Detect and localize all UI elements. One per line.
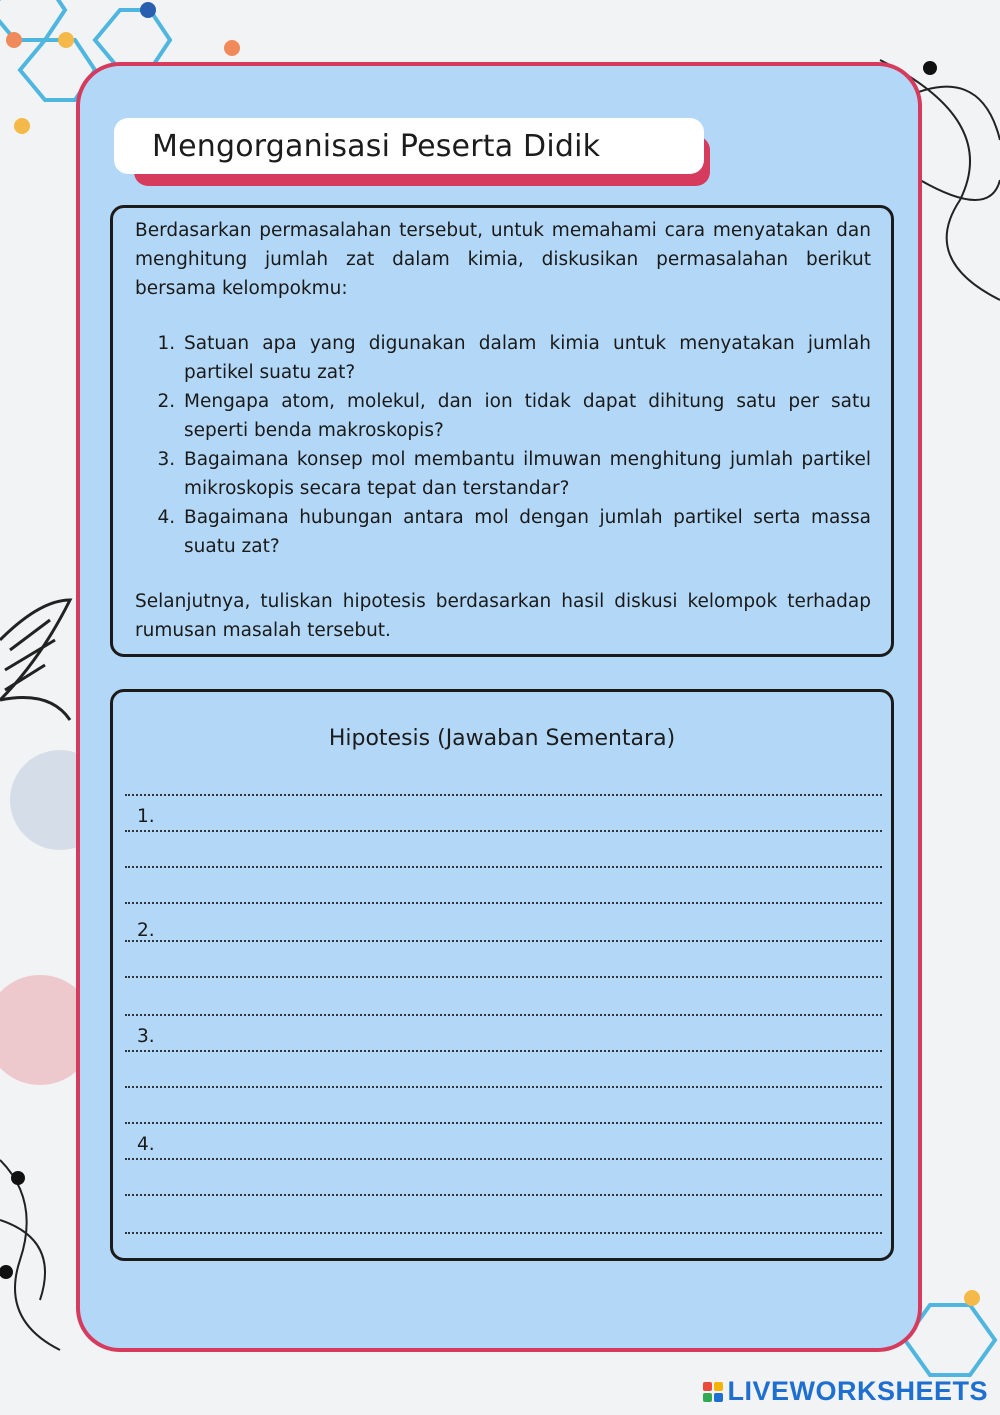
answer-line[interactable] [125, 1014, 882, 1016]
answer-line[interactable] [125, 1158, 882, 1160]
hypothesis-box [110, 689, 894, 1261]
answer-line[interactable] [125, 1050, 882, 1052]
logo-square [703, 1393, 712, 1402]
answer-line[interactable] [125, 830, 882, 832]
answer-number-1: 1. [137, 806, 155, 827]
answer-line[interactable] [125, 1122, 882, 1124]
answer-line[interactable] [125, 1232, 882, 1234]
answer-line[interactable] [125, 866, 882, 868]
answer-number-4: 4. [137, 1134, 155, 1155]
brand-text: LIVEWORKSHEETS [727, 1376, 988, 1406]
question-item: 3. Bagaimana konsep mol membantu ilmuwan menghitung jumlah partikel mikroskopis secara tepat dan terstandar? [181, 445, 871, 503]
hypothesis-title: Hipotesis (Jawaban Sementara) [328, 726, 676, 751]
answer-number-2: 2. [137, 920, 155, 941]
question-item: 1. Satuan apa yang digunakan dalam kimia untuk menyatakan jumlah partikel suatu zat? [181, 329, 871, 387]
question-list [135, 329, 871, 561]
answer-line[interactable] [125, 902, 882, 904]
liveworksheets-logo-icon [703, 1382, 723, 1402]
question-item: 4. Bagaimana hubungan antara mol dengan jumlah partikel serta massa suatu zat? [181, 503, 871, 561]
logo-square [714, 1393, 723, 1402]
answer-line[interactable] [125, 1194, 882, 1196]
answer-line[interactable] [125, 794, 882, 796]
logo-square [714, 1382, 723, 1391]
liveworksheets-watermark [703, 1376, 988, 1407]
answer-line[interactable] [125, 1086, 882, 1088]
task-closing: Selanjutnya, tuliskan hipotesis berdasarkan hasil diskusi kelompok terhadap rumusan masalah tersebut. [135, 591, 871, 641]
answer-number-3: 3. [137, 1026, 155, 1047]
question-item: 2. Mengapa atom, molekul, dan ion tidak dapat dihitung satu per satu seperti benda makroskopis? [181, 387, 871, 445]
title-banner [114, 118, 704, 174]
page-title: Mengorganisasi Peserta Didik [152, 128, 601, 164]
task-intro: Berdasarkan permasalahan tersebut, untuk memahami cara menyatakan dan menghitung jumlah zat dalam kimia, diskusikan permasalahan berikut bersama kelompokmu: [135, 220, 871, 299]
dna-helix-icon [0, 600, 70, 720]
task-box [110, 205, 894, 657]
logo-square [703, 1382, 712, 1391]
answer-line[interactable] [125, 976, 882, 978]
answer-line[interactable] [125, 940, 882, 942]
